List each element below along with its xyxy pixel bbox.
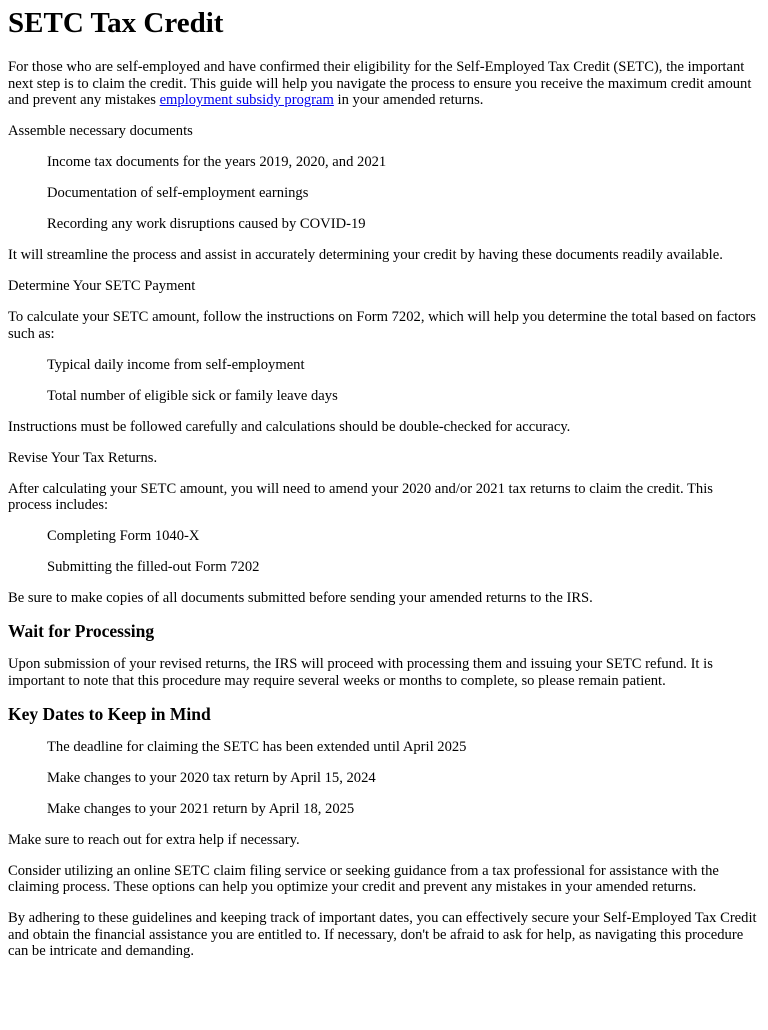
determine-note: Instructions must be followed carefully and calculations should be double-checked for accuracy. bbox=[8, 418, 571, 435]
assemble-note: It will streamline the process and assist in accurately determining your credit by having these documents readily available. bbox=[8, 247, 723, 263]
determine-item: Typical daily income from self-employment bbox=[47, 356, 305, 373]
assemble-item: Documentation of self-employment earnings bbox=[47, 185, 309, 201]
article bbox=[0, 6, 768, 960]
revise-note: Be sure to make copies of all documents submitted before sending your amended returns to the IRS. bbox=[8, 590, 593, 606]
key-date-item: Make changes to your 2021 return by April 18, 2025 bbox=[47, 800, 355, 817]
key-date-item: Make changes to your 2020 tax return by April 15, 2024 bbox=[47, 769, 376, 786]
closing-paragraph: Consider utilizing an online SETC claim filing service or seeking guidance from a tax professional for assistance with the claiming process. These options can help you optimize your credit and prevent any mistakes in your amended returns. bbox=[8, 862, 719, 895]
intro-text-before-link: For those who are self-employed and have confirmed their eligibility for the Self-Employed Tax Credit (SETC), the important next step is to claim the credit. This guide will help you navigate the process to ensure you receive the maximum credit amount and prevent any mistakes bbox=[8, 59, 752, 108]
closing-paragraph: Make sure to reach out for extra help if necessary. bbox=[8, 831, 300, 848]
assemble-item: Recording any work disruptions caused by COVID-19 bbox=[47, 216, 366, 232]
page-title: SETC Tax Credit bbox=[8, 7, 224, 39]
employment-subsidy-link[interactable]: employment subsidy program bbox=[159, 92, 334, 108]
revise-heading: Revise Your Tax Returns. bbox=[8, 449, 158, 466]
revise-item: Submitting the filled-out Form 7202 bbox=[47, 559, 260, 575]
revise-item: Completing Form 1040-X bbox=[47, 528, 200, 544]
determine-text: To calculate your SETC amount, follow the instructions on Form 7202, which will help you determine the total based on factors such as: bbox=[8, 309, 756, 342]
key-dates-heading: Key Dates to Keep in Mind bbox=[8, 703, 211, 724]
determine-heading: Determine Your SETC Payment bbox=[8, 278, 196, 294]
revise-text: After calculating your SETC amount, you will need to amend your 2020 and/or 2021 tax returns to claim the credit. This process includes: bbox=[8, 480, 713, 513]
intro-paragraph bbox=[8, 59, 760, 109]
closing-paragraph: By adhering to these guidelines and keeping track of important dates, you can effectively secure your Self-Employed Tax Credit and obtain the financial assistance you are entitled to. If necessary, don't be afraid to ask for help, as navigating this procedure can be intricate and demanding. bbox=[8, 910, 757, 959]
intro-text-after-link: in your amended returns. bbox=[333, 92, 484, 108]
wait-heading: Wait for Processing bbox=[8, 621, 155, 641]
assemble-item: Income tax documents for the years 2019, 2020, and 2021 bbox=[47, 154, 387, 170]
determine-item: Total number of eligible sick or family leave days bbox=[47, 387, 338, 404]
wait-text: Upon submission of your revised returns, the IRS will proceed with processing them and issuing your SETC refund. It is important to note that this procedure may require several weeks or months to complete, so please remain patient. bbox=[8, 656, 713, 689]
key-date-item: The deadline for claiming the SETC has been extended until April 2025 bbox=[47, 738, 467, 755]
assemble-heading: Assemble necessary documents bbox=[8, 123, 193, 139]
